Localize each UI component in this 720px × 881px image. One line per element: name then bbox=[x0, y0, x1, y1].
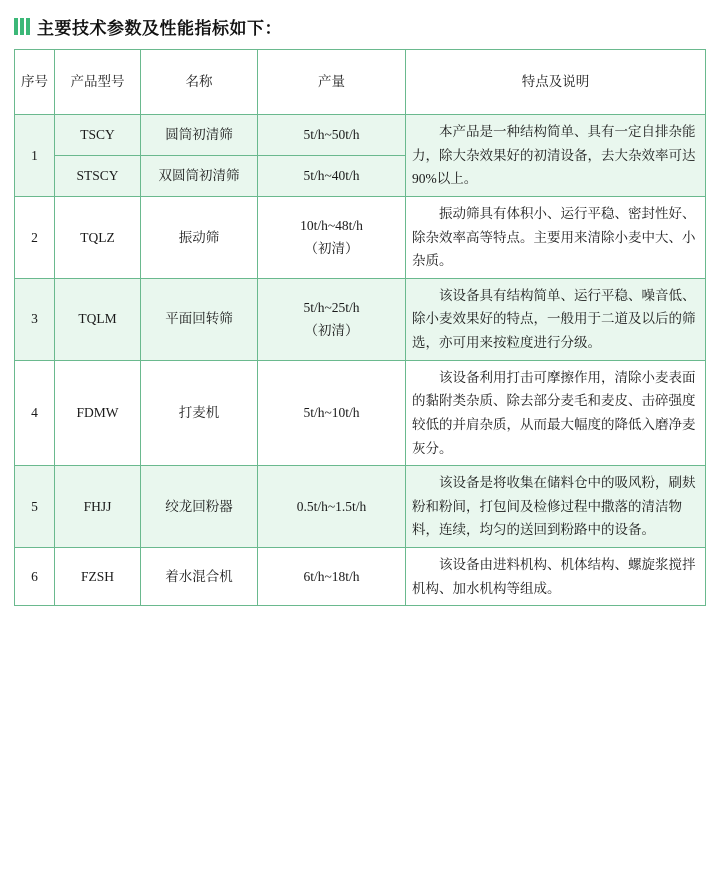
cell-output: 5t/h~40t/h bbox=[258, 155, 406, 196]
cell-output: 5t/h~25t/h bbox=[303, 299, 360, 315]
cell-desc: 该设备是将收集在储料仓中的吸风粉，刷麸粉和粉间，打包间及检修过程中撒落的清洁物料，连续，均匀的送回到粉路中的设备。 bbox=[406, 466, 706, 548]
table-header bbox=[15, 50, 706, 115]
cell-no: 1 bbox=[15, 115, 55, 197]
table-body bbox=[15, 115, 706, 606]
cell-no: 5 bbox=[15, 466, 55, 548]
cell-name: 双圆筒初清筛 bbox=[141, 155, 258, 196]
cell-no: 2 bbox=[15, 196, 55, 278]
cell-desc: 振动筛具有体积小、运行平稳、密封性好、除杂效率高等特点。主要用来清除小麦中大、小杂质。 bbox=[406, 196, 706, 278]
column-header-name: 名称 bbox=[141, 50, 258, 115]
cell-model: STSCY bbox=[55, 155, 141, 196]
cell-desc: 该设备利用打击可摩擦作用，清除小麦表面的黏附类杂质、除去部分麦毛和麦皮、击碎强度较低的并肩杂质，从而最大幅度的降低入磨净麦灰分。 bbox=[406, 360, 706, 466]
cell-model: TSCY bbox=[55, 115, 141, 156]
spec-table-container bbox=[0, 49, 720, 606]
cell-output: 10t/h~48t/h bbox=[300, 217, 363, 233]
cell-output: 0.5t/h~1.5t/h bbox=[258, 466, 406, 548]
page-title bbox=[0, 0, 720, 49]
spec-table bbox=[14, 49, 706, 606]
cell-desc: 本产品是一种结构简单、具有一定自排杂能力，除大杂效果好的初清设备，去大杂效率可达90%以上。 bbox=[406, 115, 706, 197]
cell-name: 圆筒初清筛 bbox=[141, 115, 258, 156]
cell-name: 打麦机 bbox=[141, 360, 258, 466]
table-row bbox=[15, 548, 706, 606]
cell-output-note: （初清） bbox=[304, 323, 359, 339]
cell-output: 6t/h~18t/h bbox=[258, 548, 406, 606]
cell-no: 6 bbox=[15, 548, 55, 606]
cell-name: 绞龙回粉器 bbox=[141, 466, 258, 548]
table-row bbox=[15, 196, 706, 278]
table-row bbox=[15, 278, 706, 360]
cell-model: FZSH bbox=[55, 548, 141, 606]
cell-name: 平面回转筛 bbox=[141, 278, 258, 360]
cell-model: TQLZ bbox=[55, 196, 141, 278]
cell-desc: 该设备由进料机构、机体结构、螺旋浆搅拌机构、加水机构等组成。 bbox=[406, 548, 706, 606]
column-header-output: 产量 bbox=[258, 50, 406, 115]
table-row bbox=[15, 115, 706, 156]
cell-no: 4 bbox=[15, 360, 55, 466]
cell-model: FHJJ bbox=[55, 466, 141, 548]
column-header-model: 产品型号 bbox=[55, 50, 141, 115]
cell-name: 振动筛 bbox=[141, 196, 258, 278]
cell-output: 5t/h~50t/h bbox=[258, 115, 406, 156]
column-header-no: 序号 bbox=[15, 50, 55, 115]
table-header-row bbox=[15, 50, 706, 115]
table-row bbox=[15, 466, 706, 548]
table-row bbox=[15, 360, 706, 466]
cell-model: FDMW bbox=[55, 360, 141, 466]
cell-no: 3 bbox=[15, 278, 55, 360]
cell-model: TQLM bbox=[55, 278, 141, 360]
cell-desc: 该设备具有结构简单、运行平稳、噪音低、除小麦效果好的特点，一般用于二道及以后的筛选，亦可用来按粒度进行分级。 bbox=[406, 278, 706, 360]
column-header-desc: 特点及说明 bbox=[406, 50, 706, 115]
cell-output: 5t/h~10t/h bbox=[258, 360, 406, 466]
cell-output-note: （初清） bbox=[304, 241, 359, 257]
page-title-text: 主要技术参数及性能指标如下： bbox=[37, 19, 282, 38]
cell-name: 着水混合机 bbox=[141, 548, 258, 606]
green-bars-icon bbox=[14, 18, 30, 35]
